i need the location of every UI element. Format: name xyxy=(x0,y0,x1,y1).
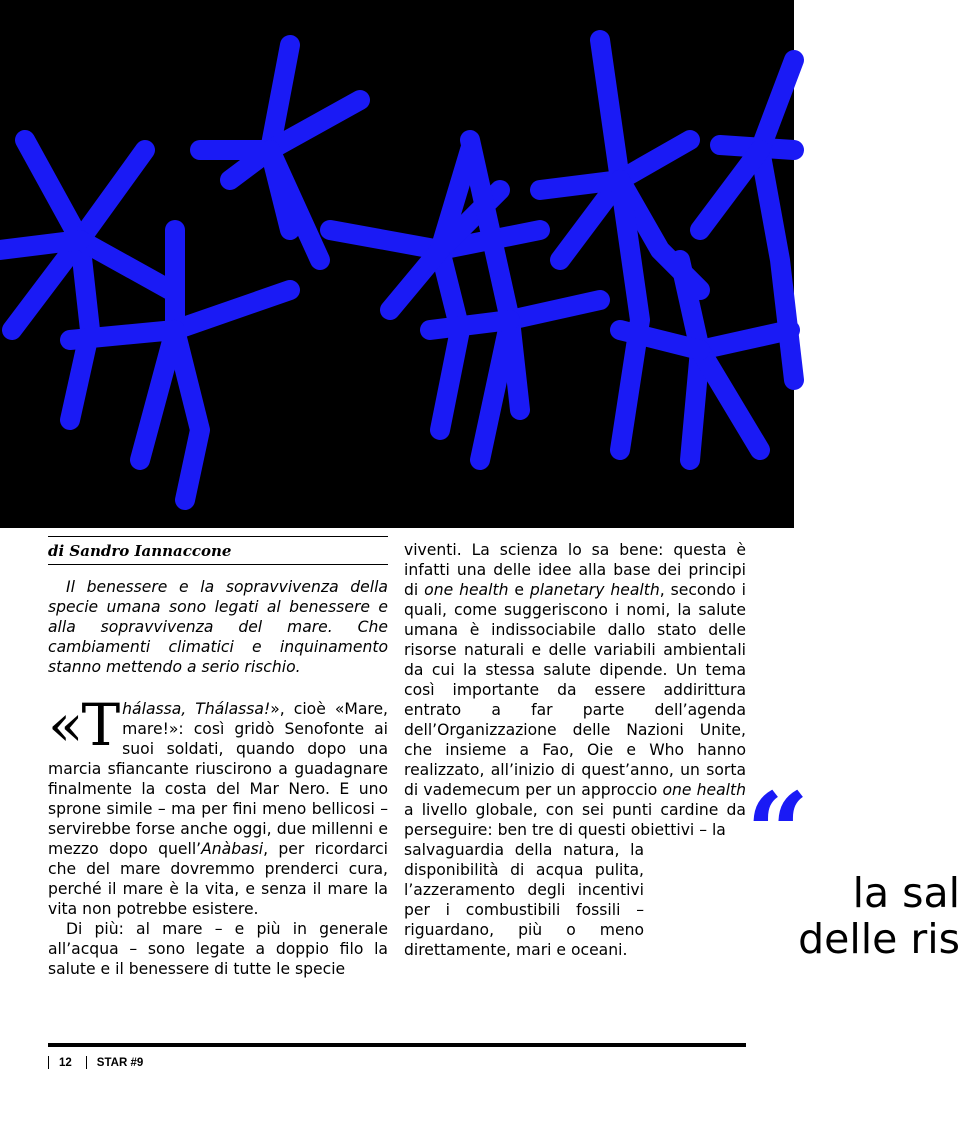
column2-text xyxy=(404,540,746,840)
paragraph-1 xyxy=(48,691,389,919)
quote-mark-icon: “ xyxy=(746,768,810,897)
col2-text-d: a livello globale, con sei punti cardine da perseguire: ben tre di questi obiettivi – la xyxy=(404,801,746,839)
para1-text-b: , per ricordarci che del mare dovremmo prenderci cura, perché il mare è la vita, e senza il mare la vita non potrebbe esistere. xyxy=(48,840,388,918)
para1-italic-2: Anàbasi xyxy=(201,840,264,858)
col2-text-a: viventi. La scienza lo sa bene: questa è infatti una delle idee alla base dei principi di xyxy=(404,541,746,599)
footer xyxy=(48,1056,157,1069)
para1-italic: hálassa, Thálassa! xyxy=(122,700,271,718)
footer-divider xyxy=(48,1056,49,1069)
column2-narrow-text: salvaguardia della natura, la disponibilità di acqua pulita, l’azzeramento degli incentivi per i combustibili fossili – riguardano, più o meno direttamente, mari e oceani. xyxy=(404,841,644,959)
paragraph-2: Di più: al mare – e più in generale all’acqua – sono legate a doppio filo la salute e il benessere di tutte le specie xyxy=(48,920,388,978)
col2-italic-2: planetary health xyxy=(529,581,660,599)
col2-text-c: , secondo i quali, come suggeriscono i nomi, la salute umana è indissociabile dallo stato delle risorse naturali e delle variabili ambientali da cui la stessa salute dipende. Un tema così importante da essere addirittura entrato a far parte dell’agenda dell’Organizzazione delle Nazioni Unite, che insieme a Fao, Oie e Who hanno realizzato, all’inizio di quest’anno, un sorta di vademecum per un approccio xyxy=(404,581,746,799)
col2-text-b: e xyxy=(508,581,530,599)
page-number: 12 xyxy=(59,1056,72,1069)
pull-quote-line-2: delle ris xyxy=(798,915,960,963)
footer-divider xyxy=(86,1056,87,1069)
article-column-left xyxy=(48,536,388,979)
hero-image xyxy=(0,0,794,528)
footer-rule xyxy=(48,1043,746,1047)
issue-label: STAR #9 xyxy=(96,1056,144,1069)
byline-rule-bottom xyxy=(48,564,388,565)
para1-text-a: », cioè «Mare, mare!»: così gridò Senofonte ai suoi soldati, quando dopo una marcia sfiancante riuscirono a guadagnare finalmente la costa del Mar Nero. E uno sprone simile – ma per fini meno bellicosi – servirebbe forse anche oggi, due millenni e mezzo dopo quell’ xyxy=(48,700,389,858)
lede: Il benessere e la sopravvivenza della specie umana sono legati al benessere e alla sopravvivenza del mare. Che cambiamenti climatici e inquinamento stanno mettendo a serio rischio. xyxy=(48,578,388,676)
drop-cap: «T xyxy=(48,691,119,759)
col2-italic-3: one health xyxy=(662,781,747,799)
starfish-illustration xyxy=(0,0,794,528)
byline: di Sandro Iannaccone xyxy=(48,542,232,560)
pull-quote xyxy=(660,869,960,963)
col2-italic-1: one health xyxy=(424,581,509,599)
pull-quote-line-1: la sal xyxy=(852,869,960,917)
